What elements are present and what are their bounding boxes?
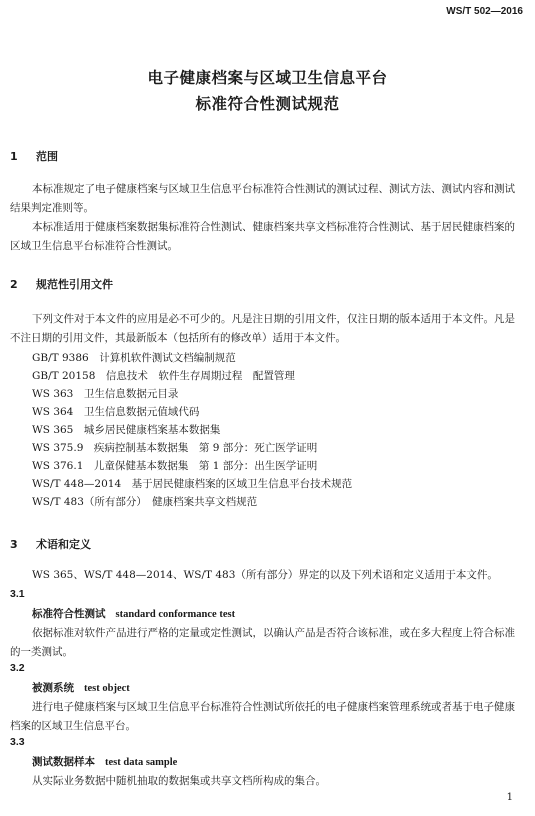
term-definition: 从实际业务数据中随机抽取的数据集或共享文档所构成的集合。 [32,775,326,787]
term-zh: 标准符合性测试 [32,608,106,620]
section-3-heading [10,536,91,552]
reference-item: WS 363 卫生信息数据元目录 [32,388,179,400]
reference-item: GB/T 9386 计算机软件测试文档编制规范 [32,352,236,364]
term-zh: 测试数据样本 [32,756,95,768]
term-number: 3.1 [10,588,25,600]
term-en: standard conformance test [115,609,236,620]
reference-item: WS 364 卫生信息数据元值域代码 [32,406,200,418]
term-number: 3.3 [10,736,25,748]
document-code-header: WS/T 502—2016 [446,6,523,17]
reference-item: WS 375.9 疾病控制基本数据集 第 9 部分：死亡医学证明 [32,442,318,454]
term-en: test data sample [105,757,178,768]
section-1-heading [10,148,58,164]
terms-intro: WS 365、WS/T 448—2014、WS/T 483（所有部分）界定的以及下列术语和定义适用于本文件。 [32,569,498,581]
term-title [32,754,177,769]
scope-paragraph-2: 本标准适用于健康档案数据集标准符合性测试、健康档案共享文档标准符合性测试、基于居民健康档案的区域卫生信息平台标准符合性测试。 [10,221,515,252]
term-title [32,680,130,695]
document-title-line-2: 标准符合性测试规范 [195,95,340,113]
section-title: 术语和定义 [36,538,91,551]
term-zh: 被测系统 [32,682,74,694]
reference-item: GB/T 20158 信息技术 软件生存周期过程 配置管理 [32,370,295,382]
section-title: 规范性引用文件 [36,278,113,291]
term-definition: 依据标准对软件产品进行严格的定量或定性测试，以确认产品是否符合该标准，或在多大程度上符合标准的一类测试。 [10,627,515,658]
term-definition: 进行电子健康档案与区域卫生信息平台标准符合性测试所依托的电子健康档案管理系统或者基于电子健康档案的区域卫生信息平台。 [10,701,515,732]
section-2-heading [10,276,113,292]
scope-paragraph-1: 本标准规定了电子健康档案与区域卫生信息平台标准符合性测试的测试过程、测试方法、测试内容和测试结果判定准则等。 [10,183,515,214]
section-title: 范围 [36,150,58,163]
page-number: 1 [506,792,513,803]
section-number: 2 [10,278,18,291]
normative-references-intro: 下列文件对于本文件的应用是必不可少的。凡是注日期的引用文件，仅注日期的版本适用于本文件。凡是不注日期的引用文件，其最新版本（包括所有的修改单）适用于本文件。 [10,313,515,344]
section-number: 1 [10,150,18,163]
reference-item: WS/T 448—2014 基于居民健康档案的区域卫生信息平台技术规范 [32,478,353,490]
term-number: 3.2 [10,662,25,674]
document-title-line-1: 电子健康档案与区域卫生信息平台 [147,69,388,87]
section-number: 3 [10,538,18,551]
reference-item: WS 365 城乡居民健康档案基本数据集 [32,424,221,436]
term-en: test object [84,683,130,694]
term-title [32,606,235,621]
reference-item: WS/T 483（所有部分） 健康档案共享文档规范 [32,496,258,508]
reference-item: WS 376.1 儿童保健基本数据集 第 1 部分：出生医学证明 [32,460,318,472]
